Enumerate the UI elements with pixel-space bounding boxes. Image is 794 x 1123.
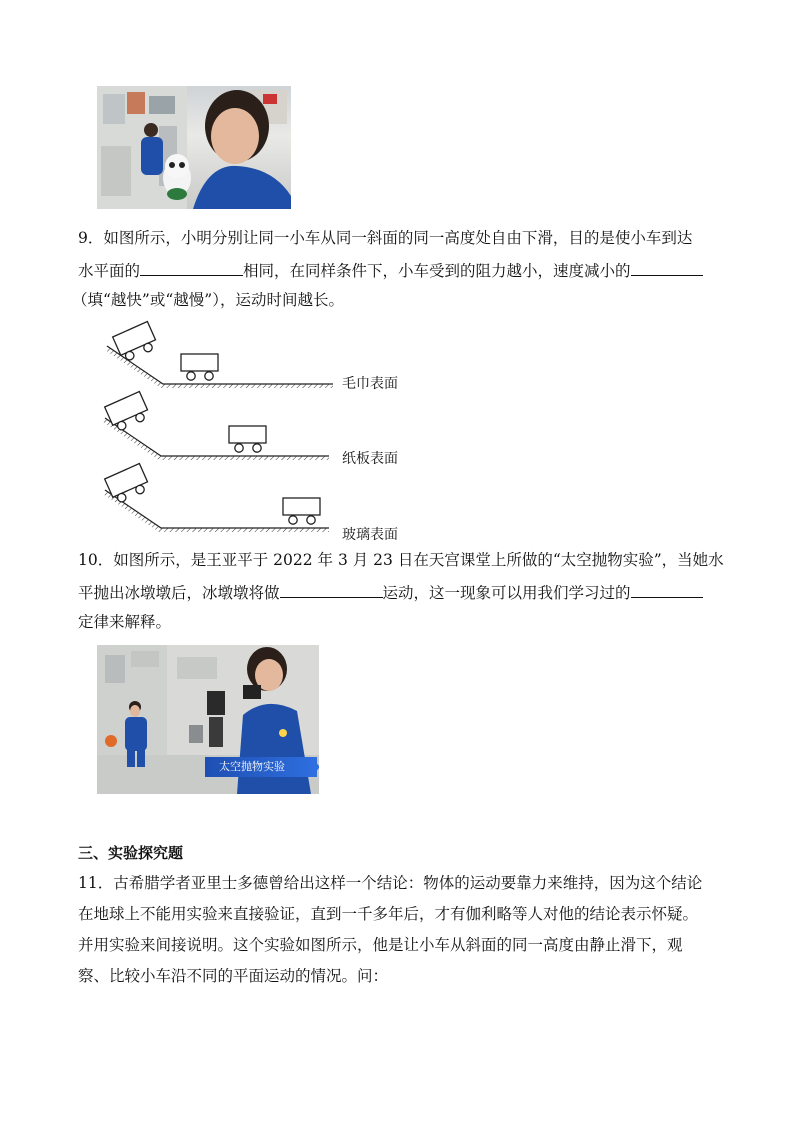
q10-blank-2[interactable] bbox=[631, 581, 703, 598]
towel-surface-setup bbox=[105, 322, 333, 388]
q9-line-1: 9．如图所示，小明分别让同一小车从同一斜面的同一高度处自由下滑，目的是使小车到达 bbox=[78, 229, 693, 247]
space-station-scene-top bbox=[97, 86, 291, 209]
q9-line-2 bbox=[78, 259, 703, 281]
incline-cart-diagram bbox=[95, 318, 415, 543]
surface-label-towel: 毛巾表面 bbox=[342, 376, 398, 392]
q9-line-2-text-a: 水平面的 bbox=[78, 262, 141, 280]
q11-line-3: 并用实验来间接说明。这个实验如图所示，他是让小车从斜面的同一高度由静止滑下，观 bbox=[78, 936, 683, 954]
q10-line-3: 定律来解释。 bbox=[78, 613, 172, 631]
surface-label-cardboard: 纸板表面 bbox=[342, 451, 398, 467]
q10-line-2 bbox=[78, 581, 703, 603]
banner-chevron-icon bbox=[311, 757, 319, 777]
q9-line-3: （填“越快”或“越慢”），运动时间越长。 bbox=[72, 291, 344, 309]
q11-line-4: 察、比较小车沿不同的平面运动的情况。问： bbox=[78, 967, 389, 985]
surface-label-glass: 玻璃表面 bbox=[342, 527, 398, 543]
section-heading: 三、实验探究题 bbox=[78, 844, 184, 862]
q9-blank-2[interactable] bbox=[631, 259, 703, 276]
q11-line-1: 11．古希腊学者亚里士多德曾给出这样一个结论：物体的运动要靠力来维持，因为这个结论 bbox=[78, 874, 703, 892]
cardboard-surface-setup bbox=[103, 392, 329, 460]
space-throw-photo bbox=[97, 645, 319, 794]
space-station-photo-top bbox=[97, 86, 291, 209]
q9-line-2-text-b: 相同，在同样条件下，小车受到的阻力越小，速度减小的 bbox=[243, 262, 631, 280]
q10-line-1: 10．如图所示，是王亚平于 2022 年 3 月 23 日在天宫课堂上所做的“太空抛物实验”，当她水 bbox=[78, 551, 724, 569]
glass-surface-setup bbox=[103, 464, 329, 532]
q10-line-2-text-a: 平抛出冰墩墩后，冰墩墩将做 bbox=[78, 584, 280, 602]
q11-line-2: 在地球上不能用实验来直接验证，直到一千多年后，才有伽利略等人对他的结论表示怀疑。 bbox=[78, 905, 699, 923]
q10-blank-1[interactable] bbox=[280, 581, 383, 598]
q9-blank-1[interactable] bbox=[140, 259, 243, 276]
experiment-title-banner: 太空抛物实验 bbox=[205, 757, 317, 777]
q10-line-2-text-b: 运动，这一现象可以用我们学习过的 bbox=[382, 584, 631, 602]
